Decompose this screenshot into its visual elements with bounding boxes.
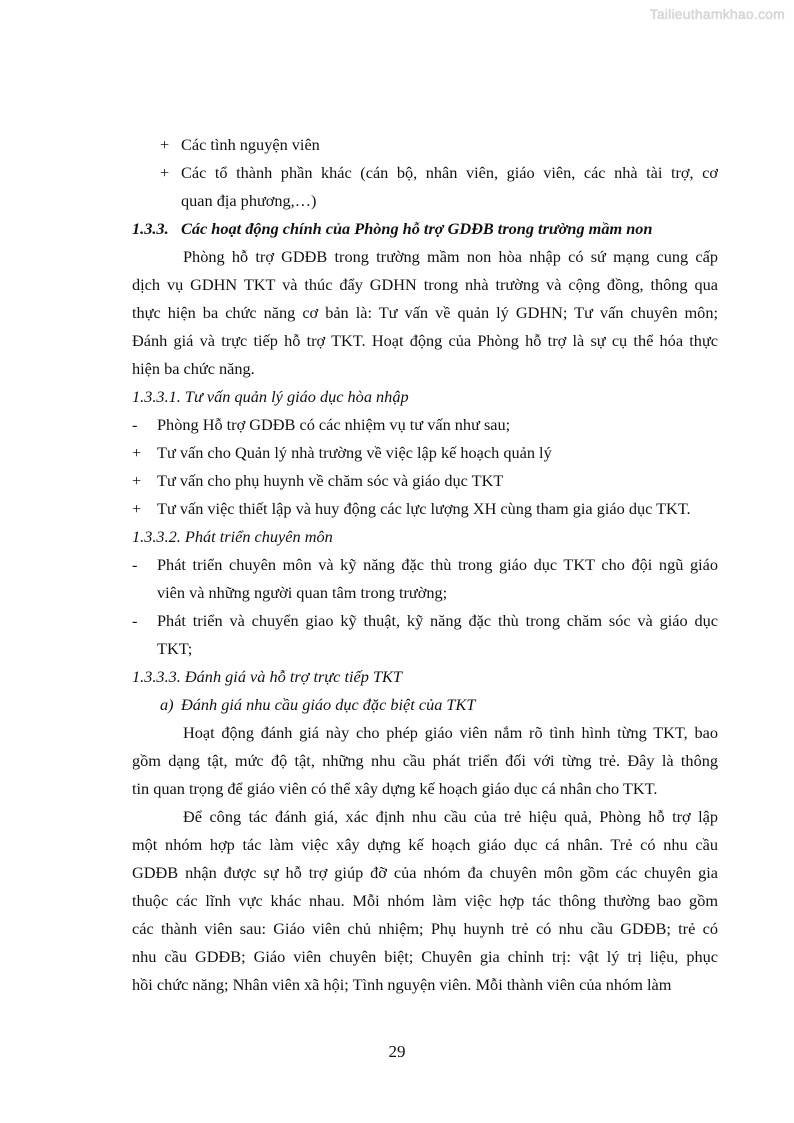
list-marker: + [132, 499, 142, 518]
text-line [132, 495, 718, 523]
list-block [132, 467, 718, 495]
text-line [132, 355, 718, 383]
text-line [132, 243, 718, 271]
text-line [132, 943, 718, 971]
line-text: Tư vấn cho phụ huynh về chăm sóc và giáo dục TKT [157, 471, 504, 490]
line-text: gồm dạng tật, mức độ tật, những nhu cầu phát triển đối với từng trẻ. Đây là thông [132, 751, 718, 770]
line-text: các thành viên sau: Giáo viên chủ nhiệm; Phụ huynh trẻ có nhu cầu GDĐB; trẻ có [132, 919, 718, 938]
line-text: hồi chức năng; Nhân viên xã hội; Tình nguyện viên. Mỗi thành viên của nhóm làm [132, 975, 672, 994]
text-line [132, 607, 718, 635]
text-line [132, 411, 718, 439]
watermark: Tailieuthamkhao.com [649, 6, 785, 22]
text-line [132, 831, 718, 859]
list-block [132, 495, 718, 523]
lettered-block [132, 691, 718, 719]
list-block [132, 551, 718, 607]
line-text: một nhóm hợp tác làm việc xây dựng kế hoạch giáo dục cá nhân. Trẻ có nhu cầu [132, 835, 718, 854]
list-marker: a) [160, 695, 174, 714]
list-marker: 1.3.3. [132, 219, 169, 238]
line-text: 1.3.3.1. Tư vấn quản lý giáo dục hòa nhập [132, 387, 409, 406]
text-line [132, 887, 718, 915]
document-body [132, 131, 718, 999]
text-line [132, 859, 718, 887]
line-text: tin quan trọng để giáo viên có thể xây dựng kế hoạch giáo dục cá nhân cho TKT. [132, 779, 658, 798]
line-text: quan địa phương,…) [181, 191, 317, 210]
line-text: nhu cầu GDĐB; Giáo viên chuyên biệt; Chuyên gia chỉnh trị: vật lý trị liệu, phục [132, 947, 718, 966]
text-line [132, 215, 718, 243]
text-line [132, 719, 718, 747]
line-text: Tư vấn việc thiết lập và huy động các lực lượng XH cùng tham gia giáo dục TKT. [157, 499, 691, 518]
subheading-block [132, 523, 718, 551]
list-marker: + [132, 443, 142, 462]
list-marker: - [132, 415, 138, 434]
line-text: 1.3.3.3. Đánh giá và hỗ trợ trực tiếp TKT [132, 667, 402, 686]
line-text: hiện ba chức năng. [132, 359, 255, 378]
text-line [132, 691, 718, 719]
subheading-block [132, 663, 718, 691]
line-text: viên và những người quan tâm trong trường; [157, 583, 448, 602]
list-block [132, 607, 718, 663]
text-line [132, 439, 718, 467]
line-text: 1.3.3.2. Phát triển chuyên môn [132, 527, 333, 546]
text-line [132, 187, 718, 215]
line-text: thuộc các lĩnh vực khác nhau. Mỗi nhóm làm việc hợp tác thông thường bao gồm [132, 891, 718, 910]
text-line [132, 299, 718, 327]
text-line [132, 467, 718, 495]
text-line [132, 915, 718, 943]
page-number: 29 [388, 1042, 406, 1061]
text-line [132, 271, 718, 299]
text-line [132, 635, 718, 663]
section-heading-block [132, 215, 718, 243]
line-text: thực hiện ba chức năng cơ bản là: Tư vấn về quản lý GDHN; Tư vấn chuyên môn; [132, 303, 718, 322]
text-line [132, 579, 718, 607]
list-marker: + [132, 471, 142, 490]
line-text: Đánh giá nhu cầu giáo dục đặc biệt của TKT [181, 695, 476, 714]
list-marker: + [160, 135, 170, 154]
list-marker: + [160, 163, 170, 182]
paragraph-block [132, 719, 718, 803]
list-marker: - [132, 611, 138, 630]
line-text: Các tổ thành phần khác (cán bộ, nhân viên, giáo viên, các nhà tài trợ, cơ [181, 163, 718, 182]
line-text: Phát triển chuyên môn và kỹ năng đặc thù trong giáo dục TKT cho đội ngũ giáo [157, 555, 718, 574]
plus-indented-block [132, 159, 718, 215]
line-text: Hoạt động đánh giá này cho phép giáo viên nắm rõ tình hình từng TKT, bao [183, 723, 718, 742]
text-line [132, 747, 718, 775]
line-text: Đánh giá và trực tiếp hỗ trợ TKT. Hoạt động của Phòng hỗ trợ là sự cụ thể hóa thực [132, 331, 718, 350]
text-line [132, 159, 718, 187]
line-text: Các tình nguyện viên [181, 135, 320, 154]
text-line [132, 131, 718, 159]
subheading-block [132, 383, 718, 411]
line-text: Phòng hỗ trợ GDĐB trong trường mầm non hòa nhập có sứ mạng cung cấp [183, 247, 718, 266]
paragraph-block [132, 243, 718, 383]
text-line [132, 383, 718, 411]
line-text: GDĐB nhận được sự hỗ trợ giúp đỡ của nhóm đa chuyên môn gồm các chuyên gia [132, 863, 718, 882]
text-line [132, 803, 718, 831]
text-line [132, 551, 718, 579]
line-text: Phát triển và chuyển giao kỹ thuật, kỹ năng đặc thù trong chăm sóc và giáo dục [157, 611, 718, 630]
text-line [132, 775, 718, 803]
paragraph-block [132, 803, 718, 999]
line-text: TKT; [157, 639, 193, 658]
text-line [132, 327, 718, 355]
line-text: Tư vấn cho Quản lý nhà trường về việc lập kế hoạch quản lý [157, 443, 552, 462]
list-marker: - [132, 555, 138, 574]
text-line [132, 663, 718, 691]
list-block [132, 411, 718, 439]
text-line [132, 971, 718, 999]
plus-indented-block [132, 131, 718, 159]
text-line [132, 523, 718, 551]
line-text: Các hoạt động chính của Phòng hỗ trợ GDĐB trong trường mầm non [181, 219, 653, 238]
line-text: dịch vụ GDHN TKT và thúc đẩy GDHN trong nhà trường và cộng đồng, thông qua [132, 275, 718, 294]
line-text: Phòng Hỗ trợ GDĐB có các nhiệm vụ tư vấn như sau; [157, 415, 511, 434]
list-block [132, 439, 718, 467]
line-text: Để công tác đánh giá, xác định nhu cầu của trẻ hiệu quả, Phòng hỗ trợ lập [183, 807, 718, 826]
